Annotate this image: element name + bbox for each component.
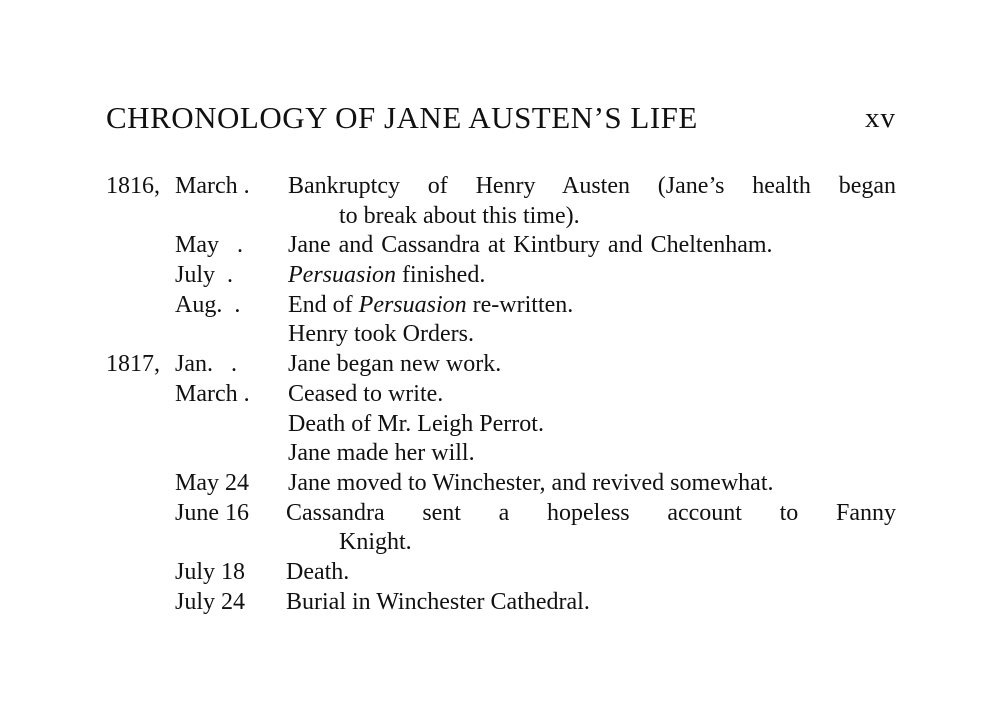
chronology-entry	[106, 350, 896, 380]
entry-text-rest: re-written.	[466, 291, 574, 318]
entry-text: Knight.	[339, 529, 412, 556]
entry-text-rest: finished.	[396, 262, 486, 289]
entry-date: June 16	[175, 499, 249, 526]
chronology-entry	[106, 261, 896, 291]
running-title: CHRONOLOGY OF JANE AUSTEN’S LIFE	[106, 100, 698, 135]
entry-date: May .	[175, 232, 243, 259]
chronology-entry	[106, 588, 896, 618]
entry-text	[288, 261, 896, 291]
entry-date: Jan. .	[175, 351, 237, 378]
entry-text: Jane moved to Winchester, and revived somewhat.	[288, 469, 774, 496]
entry-text: Bankruptcy of Henry Austen (Jane’s health began	[288, 173, 896, 199]
entry-date: May 24	[175, 469, 249, 496]
entry-text-pre: End of	[288, 291, 359, 318]
chronology-entry	[106, 439, 896, 469]
chronology-entry	[106, 380, 896, 410]
entry-year: 1817,	[106, 351, 160, 378]
entry-text: Jane began new work.	[288, 351, 502, 378]
entry-text: Jane made her will.	[288, 440, 475, 467]
page-number: xv	[865, 102, 896, 134]
chronology-entry	[106, 499, 896, 529]
entry-text: Ceased to write.	[288, 380, 444, 407]
page-header	[106, 100, 896, 140]
entry-text	[288, 291, 896, 321]
chronology-entry	[106, 291, 896, 321]
entry-text: Burial in Winchester Cathedral.	[286, 588, 590, 615]
entry-date: March .	[175, 380, 250, 407]
chronology-entry-continuation	[106, 528, 896, 558]
entry-date: Aug. .	[175, 291, 241, 318]
entry-text: Henry took Orders.	[288, 321, 474, 348]
chronology-entry	[106, 558, 896, 588]
entry-year: 1816,	[106, 173, 160, 199]
entry-date: July .	[175, 262, 234, 289]
chronology-entry	[106, 172, 896, 202]
entry-date: March .	[175, 173, 250, 199]
entry-text: Cassandra sent a hopeless account to Fanny	[286, 499, 896, 526]
entry-date: July 24	[175, 588, 246, 615]
chronology-entry	[106, 469, 896, 499]
chronology-list	[106, 172, 896, 617]
chronology-entry	[106, 320, 896, 350]
entry-text: Death.	[286, 558, 350, 585]
book-title: Persuasion	[358, 291, 467, 318]
chronology-entry-continuation	[106, 202, 896, 232]
chronology-entry	[106, 410, 896, 440]
entry-date: July 18	[175, 558, 246, 585]
entry-text: to break about this time).	[339, 202, 580, 229]
chronology-entry	[106, 231, 896, 261]
entry-text: Death of Mr. Leigh Perrot.	[288, 410, 544, 437]
book-title: Persuasion	[288, 262, 396, 289]
entry-text: Jane and Cassandra at Kintbury and Cheltenham.	[288, 232, 773, 259]
